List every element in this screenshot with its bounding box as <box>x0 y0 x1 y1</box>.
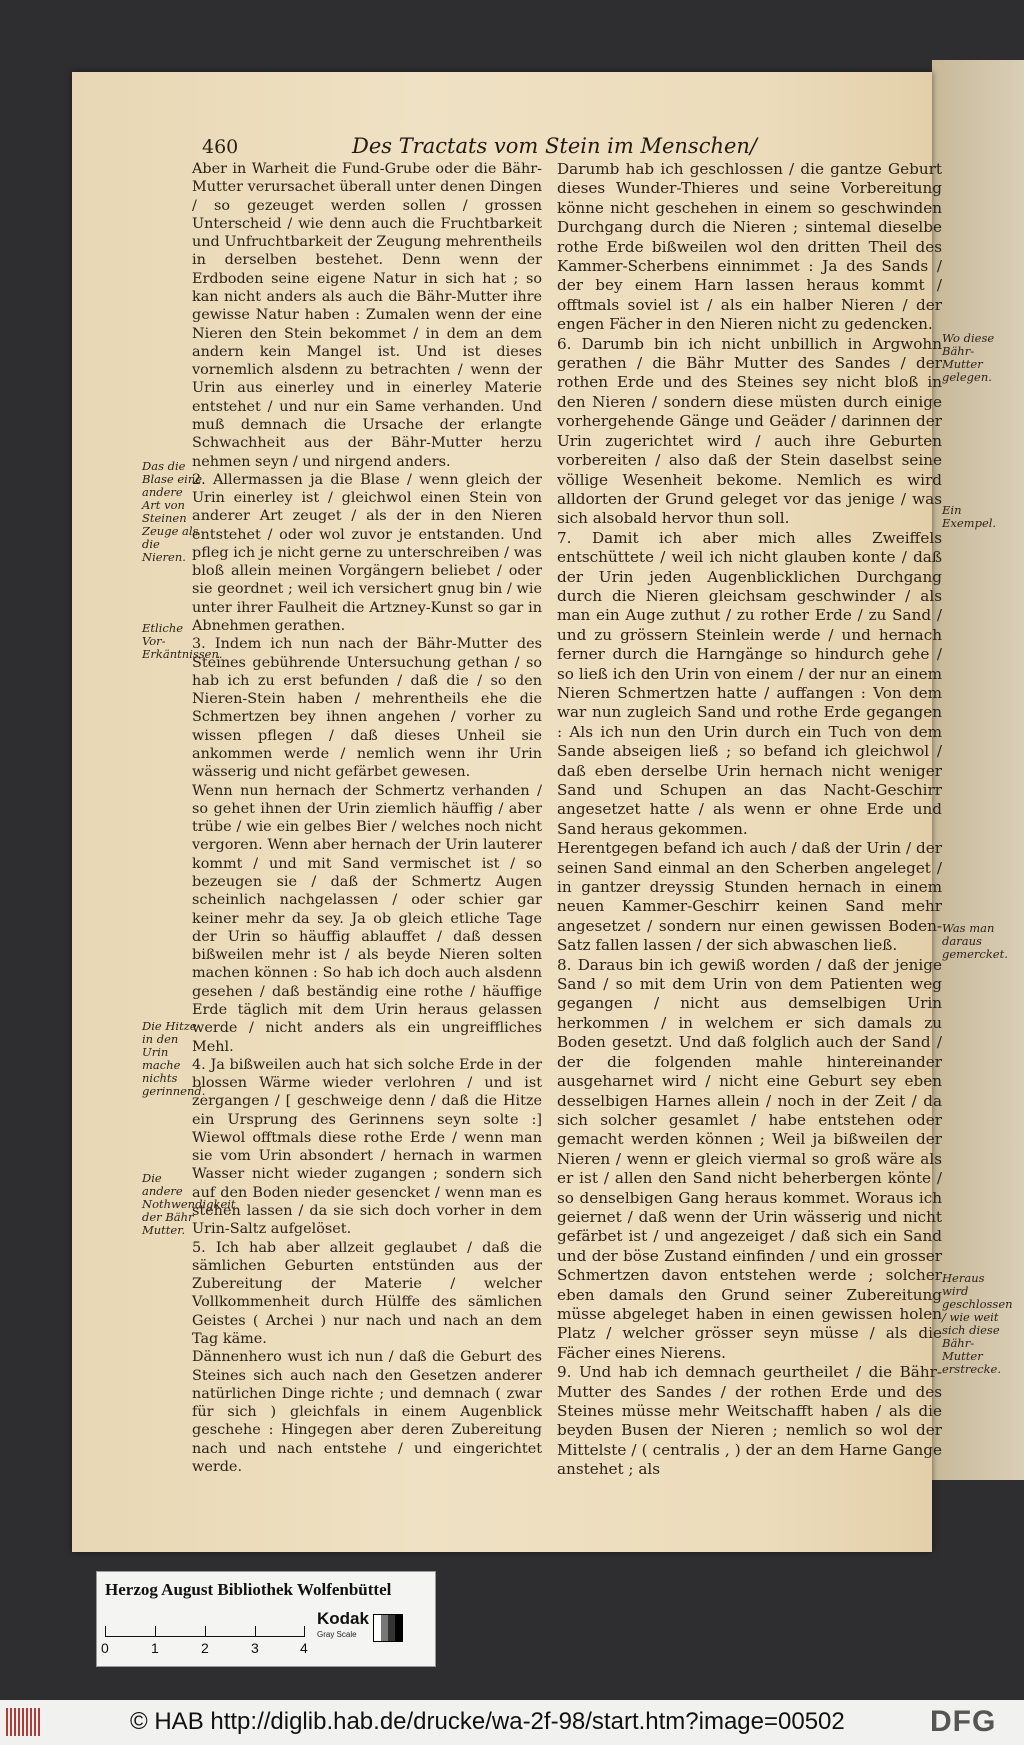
margin-note: Heraus wird geschlossen / wie weit sich diese Bähr-Mutter erstrecke. <box>942 1271 1013 1376</box>
kodak-logo: Kodak <box>317 1609 369 1628</box>
gray-scale-text: Gray Scale <box>317 1630 357 1639</box>
gray-scale-swatch <box>373 1614 403 1642</box>
margin-note: Die andere Nothwendigkeit der Bähr Mutter. <box>142 1171 236 1237</box>
margin-note: Das die Blase eine andere Art von Steinen Zeuge als die Nieren. <box>142 459 203 564</box>
paragraph: Wenn nun hernach der Schmertz verhanden / so gehet ihnen der Urin ziemlich häuffig / aber trübe / wie ein gelbes Bier / welches noch nicht vergoren. Wenn aber hernach der Urin lauterer kommt / und mit Sand vermischet ist / so bezeugen sie / daß der Schmertz Augen scheinlich nachgelassen / oder schier gar keiner mehr da sey. Ja ob gleich etliche Tage der Urin so häuffig ablauffet / daß dessen bißweilen mehr ist / als beyde Nieren solten machen können : So hab ich doch auch alsdenn gesehen / daß beständig eine rothe / häuffige Erde täglich mit dem Urin heraus gelassen werde / nicht anders als ein ungreiffliches Mehl. <box>192 782 542 1055</box>
dfg-logo: DFG <box>930 1705 997 1738</box>
paragraph: 2. Allermassen ja die Blase / wenn gleich der Urin einerley ist / gleichwol einen Stein von anderer Art zeuget / als der in den Nieren entstehet / oder wol zuvor je entstanden. Und pfleg ich je nicht gerne zu unterschreiben / was bloß allein meinen Vorgängern beliebet / oder sie geordnet ; weil ich versichert gnug bin / wie unter ihrer Faulheit die Artzney-Kunst so gar in Abnehmen gerathen. <box>192 471 542 635</box>
paragraph: 6. Darumb bin ich nicht unbillich in Argwohn gerathen / die Bähr Mutter des Sandes / der rothen Erde und des Steines sey nicht bloß in den Nieren / sondern diese müsten durch einige vorhergehende Gänge und Geäder / darinnen der Urin zugerichtet wird / auch ihre Geburten vorbereiten / also daß der Stein daselbst seine völlige Wesenheit bekome. Nemlich es wird alldorten der Grund geleget vor das jenige / was sich alsobald hervor thun soll. <box>557 334 942 528</box>
paragraph: 8. Daraus bin ich gewiß worden / daß der jenige Sand / so mit dem Urin von dem Patienten weg gegangen / nicht aus demselbigen Urin herkommen / in welchem er sich damals zu Boden gesetzt. Und daß folglich auch der Sand / der die folgenden mahle hintereinander ausgeharnet wird / nicht eine Geburt sey eben desselbigen Harnes allein / noch in der Zeit / da sich solcher gesamlet / habe entstehen oder gemacht werden können ; Weil ja bißweilen der Nieren / wenn er gleich viermal so groß wäre als er ist / allen den Sand nicht beherbergen könte / so denselbigen Gang heraus kommet. Woraus ich geiernet / daß wenn der Urin wässerig und nicht gefärbet ist / und angezeiget / daß sich ein Sand und der böse Zustand einfinden / und ein grosser Schmertzen davon entstehen werde ; solcher eben damals den Grund seiner Zubereitung müsse abgeleget haben in einen gewissen holen Platz / welcher grösser seyn müsse / als die Fächer eines Nierens. <box>557 955 942 1362</box>
left-text-column <box>192 160 542 1476</box>
barcode-icon <box>6 1708 42 1736</box>
running-head: Des Tractats vom Stein im Menschen/ <box>352 134 758 158</box>
margin-note: Ein Exempel. <box>942 503 997 530</box>
paragraph: 3. Indem ich nun nach der Bähr-Mutter des Steines gebührende Untersuchung gethan / so hab ich zu erst befunden / daß die / so den Nieren-Stein haben / mehrentheils ehe die Schmertzen bey ihnen angehen / vorher zu wissen pflegen / daß dieses Unheil sie ankommen werde / nemlich wenn ihr Urin wässerig und nicht gefärbet gewesen. <box>192 636 542 781</box>
margin-note: Etliche Vor-Erkäntnissen. <box>142 621 223 661</box>
margin-note: Was man daraus gemercket. <box>942 921 1008 961</box>
library-scan-label <box>96 1571 436 1667</box>
scale-ruler <box>105 1614 305 1637</box>
margin-note: Die Hitze in den Urin mache nichts gerinnend. <box>142 1019 206 1098</box>
paragraph: 5. Ich hab aber allzeit geglaubet / daß die sämlichen Geburten entstünden aus der Zubereitung der Materie / welcher Vollkommenheit durch Hülffe des sämlichen Geistes ( Archei ) nur nach und nach an dem Tag käme. <box>192 1239 542 1347</box>
ruler-number: 0 <box>101 1640 109 1656</box>
paragraph: 4. Ja bißweilen auch hat sich solche Erde in der blossen Wärme wieder verlohren / und ist zergangen / [ geschweige denn / daß die Hitze ein Ursprung des Gerinnens seyn solte :] Wiewol offtmals diese rothe Erde / wenn man sie vom Urin absondert / hernach in warmen Wasser nicht wieder zugangen ; sondern sich auf den Boden nieder gesencket / wenn man es stehen lassen / da sie sich doch vorher in dem Urin-Saltz aufgelöset. <box>192 1056 542 1238</box>
library-name: Herzog August Bibliothek Wolfenbüttel <box>105 1580 392 1599</box>
next-page-edge <box>932 60 1024 1480</box>
ruler-number: 2 <box>201 1640 209 1656</box>
footer-bar <box>0 1700 1024 1745</box>
footer-url[interactable]: © HAB http://diglib.hab.de/drucke/wa-2f-98/start.htm?image=00502 <box>130 1708 845 1735</box>
paragraph: 9. Und hab ich demnach geurtheilet / die Bähr-Mutter des Sandes / der rothen Erde und des Steines müsse mehr Weitschafft haben / als die beyden Busen der Nieren ; nemlich so wol der Mittelste / ( centralis , ) der an dem Harne Gange anstehet ; als <box>557 1363 942 1479</box>
paragraph: Aber in Warheit die Fund-Grube oder die Bähr-Mutter verursachet überall unter denen Dingen / so gezeuget werden sollen / grossen Unterscheid / wie denn auch die Fruchtbarkeit und Unfruchtbarkeit der Zeugung mehrentheils in derselben bestehet. Denn wenn der Erdboden seine eigene Natur in sich hat ; so kan nicht anders als auch die Bähr-Mutter ihre gewisse Natur haben : Zumalen wenn der eine Nieren den Stein bekommet / in dem an dem andern kein Mangel ist. Und ist dieses vornemlich alsdenn zu betrachten / wenn der Urin aus einerley und in einerley Materie entstehet / und nur ein Same verhanden. Und muß demnach die Ursache der erlangte Schwachheit aus der Bähr-Mutter herzu nehmen seyn / und nirgend anders. <box>192 161 542 470</box>
paragraph: Herentgegen befand ich auch / daß der Urin / der seinen Sand einmal an den Scherben angeleget / in gantzer dreyssig Stunden hernach in einem neuen Kammer-Geschirr keinen Sand mehr angesetzet / sondern nur einen gewissen Boden-Satz fallen lassen / der sich abwaschen ließ. <box>557 839 942 955</box>
ruler-number: 1 <box>151 1640 159 1656</box>
book-page <box>72 72 1013 1552</box>
paragraph: Dännenhero wust ich nun / daß die Geburt des Steines sich auch nach den Gesetzen anderer natürlichen Dinge richte ; und demnach ( zwar für sich ) gleichfals in einem Augenblick geschehe : Hingegen aber deren Zubereitung nach und nach entstehe / und eingerichtet werde. <box>192 1349 542 1475</box>
margin-note: Wo diese Bähr-Mutter gelegen. <box>942 331 995 384</box>
paragraph: 7. Damit ich aber mich alles Zweiffels entschüttete / weil ich nicht glauben konte / daß der Urin jeden Augenblicklichen Durchgang durch die Nieren gleichsam geschwinder / als man ein Auge zuthut / zu rother Erde / zu Sand / und zu grössern Steinlein werde / und hernach ferner durch die Harngänge so hindurch gehe / so ließ ich den Urin von einem / der nur an einem Nieren Schmertzen hatte / auffangen : Von dem war nun zugleich Sand und rothe Erde gegangen : Als ich nun den Urin durch ein Tuch von dem Sande abseigen ließ ; so befand ich gleichwol / daß eben derselbe Urin hernach nicht weniger Sand und Schupen an das Nacht-Geschirr angesetzet hatte / als wenn er ohne Erde und Sand heraus gekommen. <box>557 528 942 838</box>
paragraph: Darumb hab ich geschlossen / die gantze Geburt dieses Wunder-Thieres und seine Vorbereitung könne nicht geschehen in einem so geschwinden Durchgang durch die Nieren ; sintemal dieselbe rothe Erde bißweilen wol den dritten Theil des Kammer-Scherbens einnimmet : Ja des Sands / der bey einem Harn lassen heraus kommt / offtmals soviel ist / als ein halber Nieren / der engen Fächer in den Nieren nicht zu gedencken. <box>557 160 942 334</box>
page-number: 460 <box>202 136 239 158</box>
ruler-number: 4 <box>300 1640 308 1656</box>
ruler-number: 3 <box>251 1640 259 1656</box>
right-text-column <box>557 160 942 1480</box>
